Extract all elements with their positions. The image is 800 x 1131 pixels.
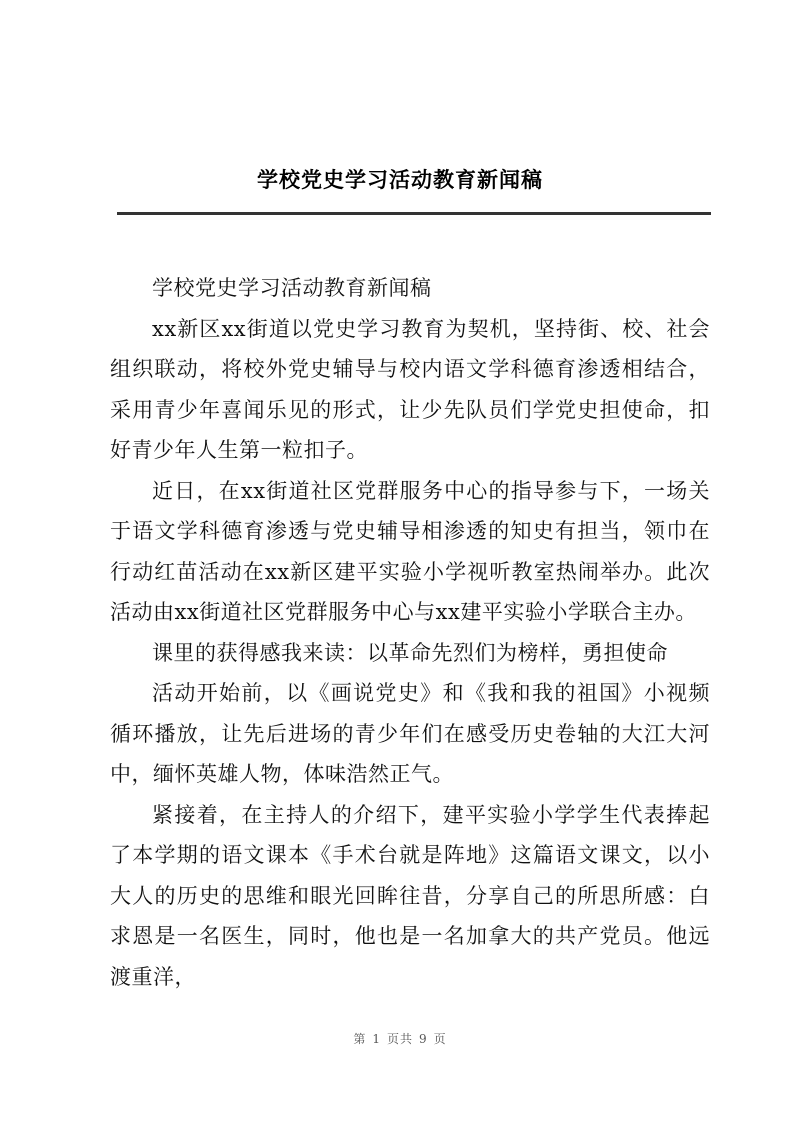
paragraph-heading: 学校党史学习活动教育新闻稿	[152, 276, 432, 300]
footer-middle: 页共	[386, 1032, 413, 1046]
footer-current-page: 1	[372, 1032, 381, 1046]
page-footer	[0, 1030, 800, 1047]
paragraph: 紧接着，在主持人的介绍下，建平实验小学学生代表捧起了本学期的语文课本《手术台就是阵地》这篇语文课文，以小大人的历史的思维和眼光回眸往昔，分享自己的所思所感：白求恩是一名医生，同时，他也是一名加拿大的共产党员。他远渡重洋，	[110, 802, 710, 989]
paragraph: xx新区xx街道以党史学习教育为契机，坚持街、校、社会组织联动，将校外党史辅导与校内语文学科德育渗透相结合，采用青少年喜闻乐见的形式，让少先队员们学党史担使命，扣好青少年人生第一粒扣子。	[110, 316, 710, 462]
footer-suffix: 页	[433, 1032, 447, 1046]
footer-total-pages: 9	[419, 1032, 428, 1046]
paragraph: 近日，在xx街道社区党群服务中心的指导参与下，一场关于语文学科德育渗透与党史辅导相渗透的知史有担当，领巾在行动红苗活动在xx新区建平实验小学视听教室热闹举办。此次活动由xx街道社区党群服务中心与xx建平实验小学联合主办。	[110, 478, 710, 624]
title-divider	[117, 212, 711, 215]
document-body	[110, 268, 710, 997]
page-title: 学校党史学习活动教育新闻稿	[257, 168, 543, 192]
paragraph-subheading: 课里的获得感我来读：以革命先烈们为榜样，勇担使命	[152, 640, 668, 665]
paragraph: 活动开始前，以《画说党史》和《我和我的祖国》小视频循环播放，让先后进场的青少年们在感受历史卷轴的大江大河中，缅怀英雄人物，体味浩然正气。	[110, 681, 710, 786]
footer-prefix: 第	[353, 1032, 367, 1046]
